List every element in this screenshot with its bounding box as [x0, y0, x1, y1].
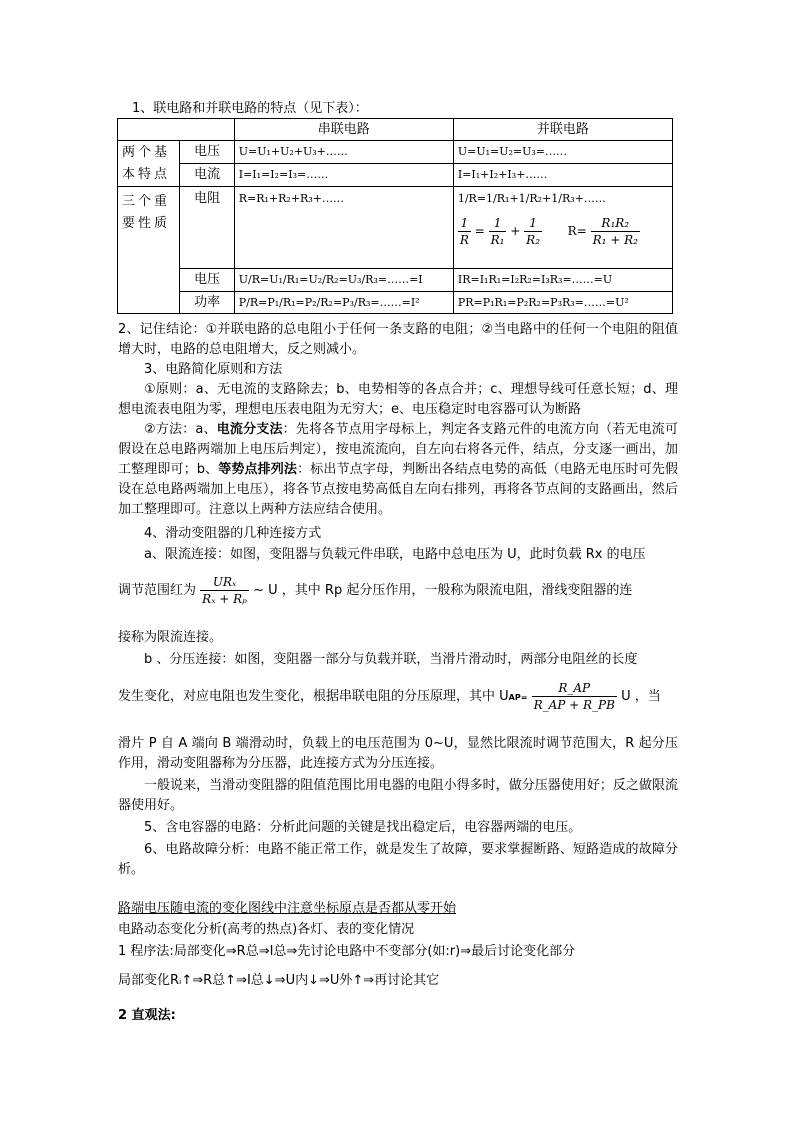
- row-label-voltage: 电压: [180, 141, 234, 164]
- paragraph-current-limit-1: a、限流连接：如图，变阻器与负载元件串联，电路中总电压为 U，此时负载 Rx 的电压: [144, 547, 646, 562]
- parallel-resistance-text: 1/R=1/R₁+1/R₂+1/R₃+……: [457, 192, 606, 205]
- parallel-resistance: [453, 187, 672, 269]
- method-current-branch: 电流分支法: [216, 422, 283, 437]
- series-power: P/R=P₁/R₁=P₂/R₂=P₃/R₃=……=I²: [234, 292, 453, 314]
- method-procedure: 1 程序法:局部变化⇒R总⇒I总⇒先讨论电路中不变部分(如:r)⇒最后讨论变化部分: [118, 944, 576, 959]
- method-equipotential: 等势点排列法: [218, 462, 298, 477]
- parallel-current: I=I₁+I₂+I₃+……: [453, 164, 672, 187]
- row-label-current: 电流: [180, 164, 234, 187]
- heading-series-parallel: 1、联电路和并联电路的特点（见下表）：: [132, 101, 368, 116]
- note-dynamic-analysis: 电路动态变化分析(高考的热点)各灯、表的变化情况: [118, 922, 415, 937]
- paragraph-methods: ②方法：a、电流分支法：先将各节点用字母标上，判定各支路元件的电流方向（若无电流可假设在总电路两端加上电压后判定），按电流流向，自左向右将各元件，结点，分支逐一画出，加工整理即可；b、等势点排列法：标出节点字母，判断出各结点电势的高低（电路无电压时可先假设在总电路两端加上电压），将各节点按电势高低自左向右排列，再将各节点间的支路画出，然后加工整理即可。注意以上两种方法应结合使用。: [118, 422, 678, 517]
- paragraph-divider-3: 滑片 P 自 A 端向 B 端滑动时，负载上的电压范围为 0~U，显然比限流时调节范围大，R 起分压作用，滑动变阻器称为分压器，此连接方式为分压连接。: [118, 736, 678, 771]
- paragraph-choice: 一般说来，当滑动变阻器的阻值范围比用电器的电阻小得多时，做分压器使用好；反之做限流器使用好。: [118, 778, 678, 813]
- comparison-table: [117, 118, 673, 314]
- paragraph-divider-2: 发生变化，对应电阻也发生变化，根据串联电阻的分压原理，其中 UAP= $\frac{R\_AP}{R\_AP + R\_PB}$ U ，当: [118, 681, 661, 712]
- series-voltage-ratio: U/R=U₁/R₁=U₂/R₂=U₃/R₃=……=I: [234, 269, 453, 292]
- row-label-voltage-2: 电压: [180, 269, 234, 292]
- paragraph-current-limit-2: 调节范围红为 $\frac{\text{URₓ}}{\text{Rₓ + Rₚ}}$ ~ U ，其中 Rp 起分压作用，一般称为限流电阻，滑线变阻器的连: [118, 575, 633, 606]
- parallel-voltage: U=U₁=U₂=U₃=……: [453, 141, 672, 164]
- group-important: 三个重要性质: [118, 187, 180, 314]
- header-parallel: 并联电路: [453, 119, 672, 141]
- note-graph-origin: 路端电压随电流的变化图线中注意坐标原点是否都从零开始: [118, 901, 457, 916]
- method-procedure-chain: 局部变化Rᵢ↑⇒R总↑⇒I总↓⇒U内↓⇒U外↑⇒再讨论其它: [118, 973, 440, 988]
- range-fraction: $\frac{\text{URₓ}}{\text{Rₓ + Rₚ}}$: [202, 575, 247, 606]
- heading-simplification: 3、电路简化原则和方法: [144, 362, 283, 377]
- paragraph-fault: 6、电路故障分析：电路不能正常工作，就是发生了故障，要求掌握断路、短路造成的故障分析。: [118, 842, 678, 877]
- row-label-power: 功率: [180, 292, 234, 314]
- divider-fraction: $\frac{R\_AP}{R\_AP + R\_PB}$: [533, 681, 615, 712]
- header-series: 串联电路: [234, 119, 453, 141]
- paragraph-capacitor: 5、含电容器的电路：分析此问题的关键是找出稳定后，电容器两端的电压。: [144, 820, 582, 835]
- req-label: R=: [567, 224, 587, 238]
- row-label-resistance: 电阻: [180, 187, 234, 269]
- paragraph-current-limit-3: 接称为限流连接。: [118, 630, 223, 645]
- method-intuitive: 2 直观法:: [118, 1008, 176, 1023]
- parallel-voltage-ratio: IR=I₁R₁=I₂R₂=I₃R₃=……=U: [453, 269, 672, 292]
- heading-rheostat: 4、滑动变阻器的几种连接方式: [144, 526, 322, 541]
- series-current: I=I₁=I₂=I₃=……: [234, 164, 453, 187]
- parallel-resistance-formula: $\frac{1}{R}$ = $\frac{1}{\text{R₁}}$ + $\frac{1}{\text{R₂}}$ R= $\frac{\text{R₁R₂}}{\text{R₁ + R₂}}$: [459, 216, 638, 247]
- parallel-power: PR=P₁R₁=P₂R₂=P₃R₃=……=U²: [453, 292, 672, 314]
- series-resistance: R=R₁+R₂+R₃+……: [234, 187, 453, 269]
- paragraph-principles: ①原则：a、无电流的支路除去；b、电势相等的各点合并；c、理想导线可任意长短；d、理想电流表电阻为零，理想电压表电阻为无穷大；e、电压稳定时电容器可认为断路: [118, 382, 678, 417]
- paragraph-conclusion: 2、记住结论：①并联电路的总电阻小于任何一条支路的电阻；②当电路中的任何一个电阻的阻值增大时，电路的总电阻增大，反之则减小。: [118, 322, 678, 357]
- table-corner: [118, 119, 235, 141]
- group-basic: 两个基本特点: [118, 141, 180, 187]
- paragraph-divider-1: b 、分压连接：如图，变阻器一部分与负载并联，当滑片滑动时，两部分电阻丝的长度: [144, 652, 638, 667]
- series-voltage: U=U₁+U₂+U₃+……: [234, 141, 453, 164]
